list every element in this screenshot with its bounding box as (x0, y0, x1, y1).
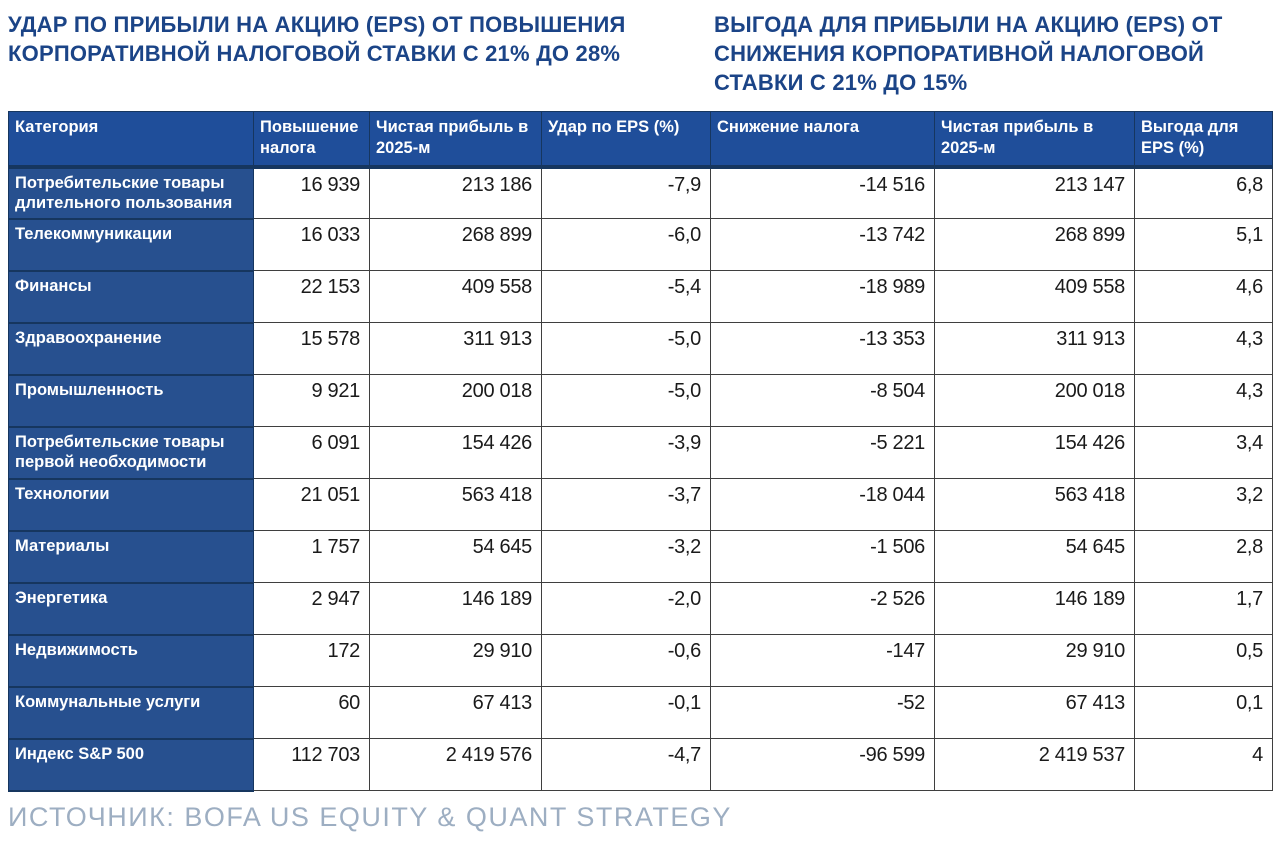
cell-tax-decrease: -1 506 (711, 531, 935, 583)
cell-tax-increase: 1 757 (254, 531, 370, 583)
cell-tax-decrease: -18 044 (711, 479, 935, 531)
header-eps-benefit: Выгода для EPS (%) (1135, 112, 1273, 167)
row-category: Финансы (9, 271, 254, 323)
row-category: Материалы (9, 531, 254, 583)
row-category: Недвижимость (9, 635, 254, 687)
cell-net-profit-b: 67 413 (935, 687, 1135, 739)
header-eps-hit: Удар по EPS (%) (542, 112, 711, 167)
cell-tax-decrease: -13 353 (711, 323, 935, 375)
cell-eps-hit: -5,0 (542, 323, 711, 375)
cell-tax-decrease: -5 221 (711, 427, 935, 479)
table-row (9, 583, 1273, 635)
row-category: Потребительские товары длительного пользования (9, 167, 254, 219)
cell-net-profit-a: 54 645 (370, 531, 542, 583)
table-row (9, 375, 1273, 427)
cell-eps-benefit: 3,4 (1135, 427, 1273, 479)
cell-eps-hit: -3,2 (542, 531, 711, 583)
table-row (9, 427, 1273, 479)
cell-net-profit-b: 213 147 (935, 167, 1135, 219)
cell-tax-decrease: -96 599 (711, 739, 935, 791)
cell-net-profit-a: 154 426 (370, 427, 542, 479)
row-category: Энергетика (9, 583, 254, 635)
header-row (9, 112, 1273, 167)
cell-tax-increase: 16 939 (254, 167, 370, 219)
table-row (9, 271, 1273, 323)
cell-eps-hit: -2,0 (542, 583, 711, 635)
cell-eps-benefit: 2,8 (1135, 531, 1273, 583)
header-net-profit-2025-b: Чистая прибыль в 2025-м (935, 112, 1135, 167)
header-category: Категория (9, 112, 254, 167)
cell-eps-benefit: 0,1 (1135, 687, 1273, 739)
cell-eps-hit: -3,9 (542, 427, 711, 479)
cell-net-profit-b: 268 899 (935, 219, 1135, 271)
cell-net-profit-a: 409 558 (370, 271, 542, 323)
cell-tax-decrease: -13 742 (711, 219, 935, 271)
row-category: Здравоохранение (9, 323, 254, 375)
cell-tax-increase: 2 947 (254, 583, 370, 635)
cell-net-profit-a: 311 913 (370, 323, 542, 375)
cell-tax-decrease: -18 989 (711, 271, 935, 323)
row-category: Потребительские товары первой необходимости (9, 427, 254, 479)
table-row (9, 219, 1273, 271)
row-category: Коммунальные услуги (9, 687, 254, 739)
cell-net-profit-a: 2 419 576 (370, 739, 542, 791)
cell-eps-hit: -5,0 (542, 375, 711, 427)
cell-eps-hit: -6,0 (542, 219, 711, 271)
cell-net-profit-a: 563 418 (370, 479, 542, 531)
cell-net-profit-b: 29 910 (935, 635, 1135, 687)
cell-net-profit-b: 154 426 (935, 427, 1135, 479)
cell-tax-increase: 60 (254, 687, 370, 739)
cell-net-profit-b: 2 419 537 (935, 739, 1135, 791)
cell-tax-increase: 172 (254, 635, 370, 687)
cell-eps-benefit: 6,8 (1135, 167, 1273, 219)
cell-eps-benefit: 4,3 (1135, 323, 1273, 375)
titles-row (8, 10, 1272, 97)
table-row (9, 479, 1273, 531)
cell-tax-decrease: -147 (711, 635, 935, 687)
cell-net-profit-a: 67 413 (370, 687, 542, 739)
cell-eps-hit: -3,7 (542, 479, 711, 531)
row-category: Индекс S&P 500 (9, 739, 254, 791)
title-tax-increase: УДАР ПО ПРИБЫЛИ НА АКЦИЮ (EPS) ОТ ПОВЫШЕНИЯ КОРПОРАТИВНОЙ НАЛОГОВОЙ СТАВКИ С 21% ДО 28% (8, 12, 626, 67)
cell-tax-decrease: -8 504 (711, 375, 935, 427)
table-row (9, 739, 1273, 791)
cell-tax-decrease: -2 526 (711, 583, 935, 635)
header-net-profit-2025-a: Чистая прибыль в 2025-м (370, 112, 542, 167)
cell-tax-decrease: -14 516 (711, 167, 935, 219)
table-header (9, 112, 1273, 167)
cell-net-profit-b: 200 018 (935, 375, 1135, 427)
row-category: Промышленность (9, 375, 254, 427)
cell-net-profit-b: 54 645 (935, 531, 1135, 583)
row-category: Телекоммуникации (9, 219, 254, 271)
row-category: Технологии (9, 479, 254, 531)
cell-net-profit-b: 409 558 (935, 271, 1135, 323)
cell-net-profit-b: 563 418 (935, 479, 1135, 531)
cell-eps-hit: -7,9 (542, 167, 711, 219)
cell-net-profit-a: 213 186 (370, 167, 542, 219)
cell-tax-increase: 15 578 (254, 323, 370, 375)
cell-net-profit-a: 200 018 (370, 375, 542, 427)
cell-eps-benefit: 0,5 (1135, 635, 1273, 687)
cell-net-profit-a: 29 910 (370, 635, 542, 687)
table-row (9, 687, 1273, 739)
cell-tax-decrease: -52 (711, 687, 935, 739)
cell-eps-benefit: 4,3 (1135, 375, 1273, 427)
cell-eps-benefit: 4,6 (1135, 271, 1273, 323)
cell-eps-benefit: 3,2 (1135, 479, 1273, 531)
cell-eps-benefit: 1,7 (1135, 583, 1273, 635)
table-row (9, 167, 1273, 219)
cell-eps-hit: -4,7 (542, 739, 711, 791)
title-tax-decrease: ВЫГОДА ДЛЯ ПРИБЫЛИ НА АКЦИЮ (EPS) ОТ СНИЖЕНИЯ КОРПОРАТИВНОЙ НАЛОГОВОЙ СТАВКИ С 21% ДО 15% (714, 12, 1223, 96)
table-body (9, 167, 1273, 791)
cell-net-profit-a: 268 899 (370, 219, 542, 271)
cell-tax-increase: 6 091 (254, 427, 370, 479)
cell-eps-hit: -0,6 (542, 635, 711, 687)
table-row (9, 323, 1273, 375)
cell-net-profit-a: 146 189 (370, 583, 542, 635)
header-tax-increase: Повышение налога (254, 112, 370, 167)
cell-eps-benefit: 5,1 (1135, 219, 1273, 271)
source-attribution: ИСТОЧНИК: BOFA US EQUITY & QUANT STRATEGY (8, 801, 732, 832)
cell-net-profit-b: 146 189 (935, 583, 1135, 635)
cell-tax-increase: 22 153 (254, 271, 370, 323)
cell-tax-increase: 112 703 (254, 739, 370, 791)
cell-tax-increase: 16 033 (254, 219, 370, 271)
cell-net-profit-b: 311 913 (935, 323, 1135, 375)
table-row (9, 635, 1273, 687)
cell-tax-increase: 9 921 (254, 375, 370, 427)
header-tax-decrease: Снижение налога (711, 112, 935, 167)
table-row (9, 531, 1273, 583)
eps-impact-table (8, 111, 1273, 792)
cell-eps-hit: -5,4 (542, 271, 711, 323)
cell-eps-hit: -0,1 (542, 687, 711, 739)
cell-tax-increase: 21 051 (254, 479, 370, 531)
cell-eps-benefit: 4 (1135, 739, 1273, 791)
